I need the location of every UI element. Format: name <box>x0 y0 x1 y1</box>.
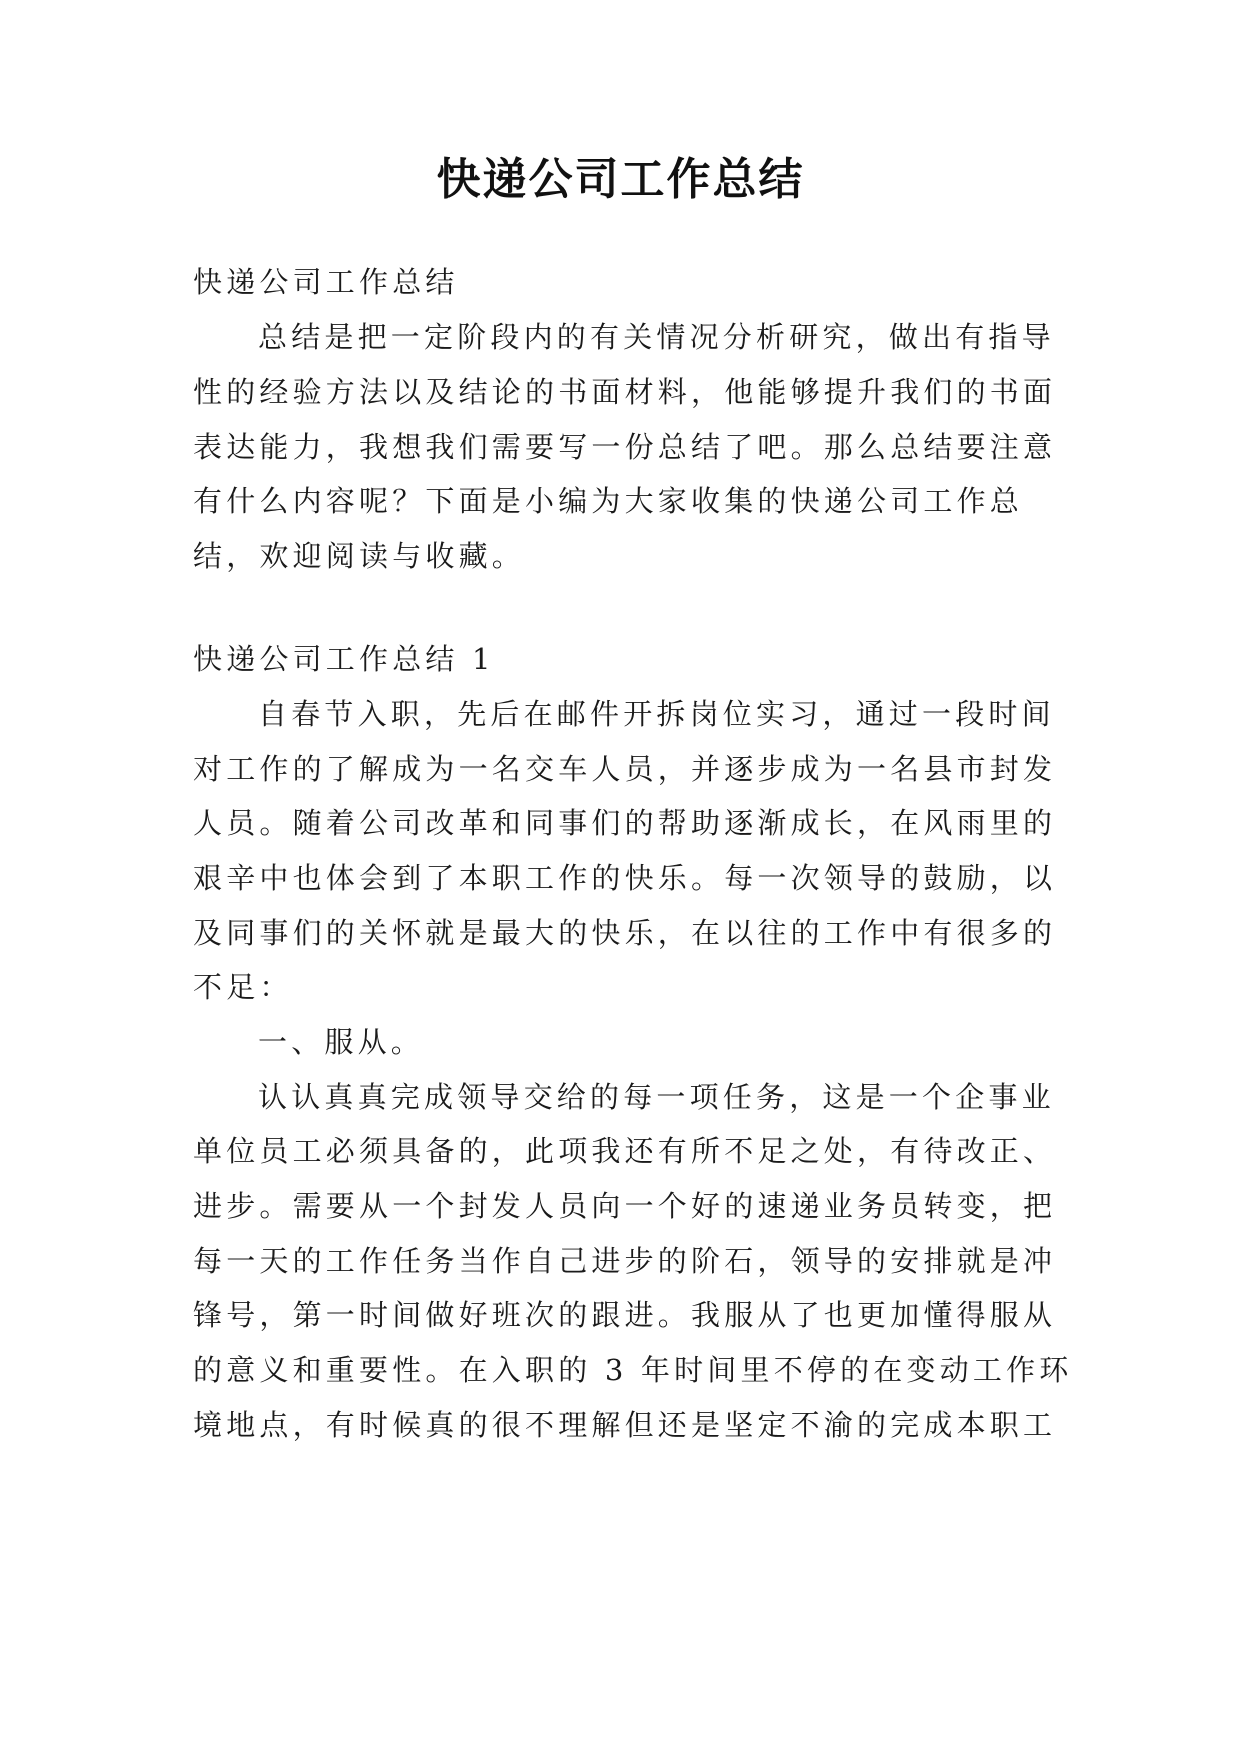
text-line: 锋号，第一时间做好班次的跟进。我服从了也更加懂得服从 <box>193 1298 1057 1332</box>
text-line: 单位员工必须具备的，此项我还有所不足之处，有待改正、 <box>193 1134 1057 1168</box>
text-line: 人员。随着公司改革和同事们的帮助逐渐成长，在风雨里的 <box>193 806 1057 840</box>
document-title: 快递公司工作总结 <box>436 154 805 205</box>
text-line: 有什么内容呢？下面是小编为大家收集的快递公司工作总 <box>193 484 1024 518</box>
text-line: 结，欢迎阅读与收藏。 <box>193 539 526 573</box>
text-line: 及同事们的关怀就是最大的快乐，在以往的工作中有很多的 <box>193 916 1057 950</box>
text-line: 每一天的工作任务当作自己进步的阶石，领导的安排就是冲 <box>193 1244 1057 1278</box>
section-heading: 快递公司工作总结 <box>193 265 459 299</box>
text-line: 境地点，有时候真的很不理解但还是坚定不渝的完成本职工 <box>193 1408 1057 1442</box>
text-line: 性的经验方法以及结论的书面材料，他能够提升我们的书面 <box>193 375 1057 409</box>
text-line: 自春节入职，先后在邮件开拆岗位实习，通过一段时间 <box>258 697 1055 731</box>
section-heading: 快递公司工作总结 1 <box>193 642 495 676</box>
text-line: 表达能力，我想我们需要写一份总结了吧。那么总结要注意 <box>193 430 1057 464</box>
text-line: 进步。需要从一个封发人员向一个好的速递业务员转变，把 <box>193 1189 1057 1223</box>
text-line: 不足： <box>193 970 293 1004</box>
text-line: 总结是把一定阶段内的有关情况分析研究，做出有指导 <box>258 320 1055 354</box>
list-heading: 一、服从。 <box>258 1025 425 1059</box>
text-line: 对工作的了解成为一名交车人员，并逐步成为一名县市封发 <box>193 752 1057 786</box>
text-line: 艰辛中也体会到了本职工作的快乐。每一次领导的鼓励，以 <box>193 861 1057 895</box>
text-line: 的意义和重要性。在入职的 3 年时间里不停的在变动工作环 <box>193 1353 1073 1387</box>
text-line: 认认真真完成领导交给的每一项任务，这是一个企事业 <box>258 1080 1055 1114</box>
